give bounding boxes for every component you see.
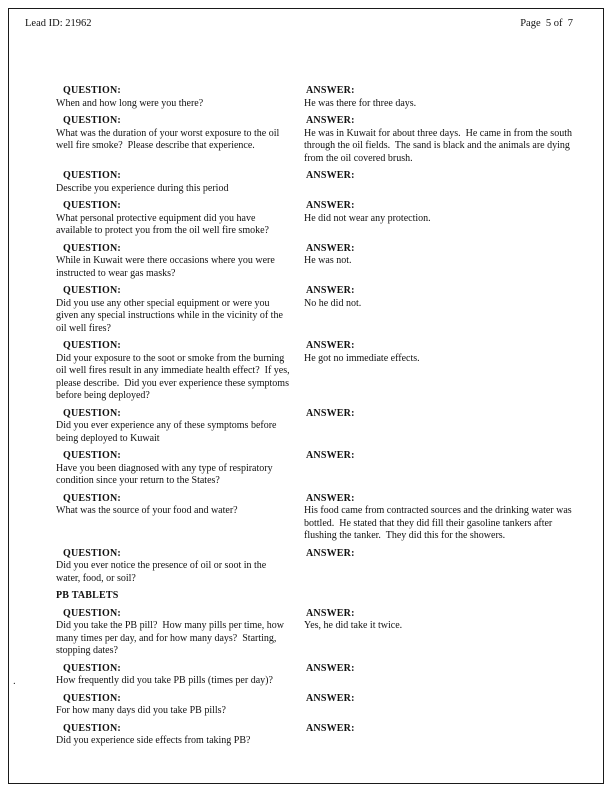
- answer-label: ANSWER:: [306, 722, 355, 734]
- answer-label: ANSWER:: [306, 170, 355, 181]
- question-text: Describe you experience during this period: [56, 182, 229, 194]
- answer-text: He got no immediate effects.: [304, 352, 420, 364]
- question-label: QUESTION:: [63, 170, 121, 181]
- answer-label: ANSWER:: [306, 407, 355, 419]
- answer-label: ANSWER:: [306, 547, 355, 559]
- answer-label: ANSWER:: [306, 242, 355, 254]
- question-label: QUESTION:: [63, 662, 121, 674]
- answer-label: ANSWER:: [306, 662, 355, 674]
- page-number: Page 5 of 7: [520, 18, 573, 29]
- document-header: [9, 9, 603, 30]
- qa-row: [56, 608, 573, 658]
- question-text: Have you been diagnosed with any type of respiratory condition since your return to the States?: [56, 462, 276, 486]
- question-text: What was the source of your food and water?: [56, 505, 238, 516]
- question-text: Did you experience side effects from taking PB?: [56, 735, 251, 746]
- scan-artifact-dot: .: [13, 675, 16, 687]
- answer-text: His food came from contracted sources and the drinking water was bottled. He stated that they did fill their gasoline tankers after flushing the tanker. They did this for the showers.: [304, 505, 575, 541]
- answer-label: ANSWER:: [306, 450, 355, 461]
- section-heading-pb-tablets: PB TABLETS: [56, 590, 119, 601]
- answer-label: ANSWER:: [306, 692, 355, 704]
- qa-row: [56, 663, 573, 688]
- question-label: QUESTION:: [63, 547, 121, 559]
- question-text: Did you ever experience any of these symptoms before being deployed to Kuwait: [56, 420, 279, 444]
- answer-label: ANSWER:: [306, 200, 355, 211]
- answer-text: He was not.: [304, 255, 352, 266]
- question-label: QUESTION:: [63, 340, 121, 351]
- qa-row: [56, 450, 573, 488]
- document-page: [8, 8, 604, 784]
- answer-label: ANSWER:: [306, 492, 355, 504]
- qa-row: [56, 285, 573, 335]
- question-text: For how many days did you take PB pills?: [56, 705, 226, 716]
- question-text: Did you ever notice the presence of oil or soot in the water, food, or soil?: [56, 560, 269, 584]
- question-text: While in Kuwait were there occasions where you were instructed to wear gas masks?: [56, 255, 278, 279]
- answer-text: He was in Kuwait for about three days. He came in from the south through the oil fields. The sand is black and the animals are dying from the oil covered brush.: [304, 127, 575, 164]
- qa-row: [56, 85, 573, 110]
- question-label: QUESTION:: [63, 607, 121, 619]
- question-label: QUESTION:: [63, 285, 121, 296]
- qa-row: [56, 200, 573, 238]
- question-label: QUESTION:: [63, 722, 121, 734]
- question-text: What personal protective equipment did you have available to protect you from the oil well fire smoke?: [56, 212, 269, 236]
- question-label: QUESTION:: [63, 492, 121, 504]
- qa-row: [56, 493, 573, 543]
- question-text: Did you use any other special equipment or were you given any special instructions while in the vicinity of the oil well fires?: [56, 297, 286, 334]
- qa-row: [56, 340, 573, 403]
- qa-row: [56, 243, 573, 281]
- qa-row: [56, 115, 573, 165]
- answer-label: ANSWER:: [306, 115, 355, 126]
- question-text: What was the duration of your worst exposure to the oil well fire smoke? Please describe that experience.: [56, 127, 282, 151]
- question-text: When and how long were you there?: [56, 97, 204, 109]
- question-label: QUESTION:: [63, 692, 121, 704]
- question-label: QUESTION:: [63, 450, 121, 461]
- answer-text: Yes, he did take it twice.: [304, 620, 403, 631]
- question-text: Did you take the PB pill? How many pills per time, how many times per day, and for how many days? Starting, stopping dates?: [56, 620, 287, 656]
- question-label: QUESTION:: [63, 85, 121, 96]
- answer-label: ANSWER:: [306, 607, 355, 619]
- question-text: Did your exposure to the soot or smoke from the burning oil well fires result in any immediate health effect? If yes, please describe. Did you ever experience these symptoms before being deployed?: [56, 352, 293, 401]
- answer-text: No he did not.: [304, 297, 362, 309]
- question-label: QUESTION:: [63, 242, 121, 254]
- question-label: QUESTION:: [63, 200, 121, 211]
- qa-row: [56, 548, 573, 586]
- qa-row: [56, 408, 573, 446]
- lead-id: Lead ID: 21962: [25, 18, 92, 29]
- qa-content: [9, 85, 603, 748]
- answer-text: He was there for three days.: [304, 97, 417, 109]
- answer-label: ANSWER:: [306, 340, 355, 351]
- answer-label: ANSWER:: [306, 85, 355, 96]
- qa-row: [56, 693, 573, 718]
- qa-row: [56, 170, 573, 195]
- answer-label: ANSWER:: [306, 285, 355, 296]
- answer-text: He did not wear any protection.: [304, 212, 431, 224]
- question-text: How frequently did you take PB pills (times per day)?: [56, 675, 273, 686]
- question-label: QUESTION:: [63, 115, 121, 126]
- question-label: QUESTION:: [63, 407, 121, 419]
- qa-row: [56, 723, 573, 748]
